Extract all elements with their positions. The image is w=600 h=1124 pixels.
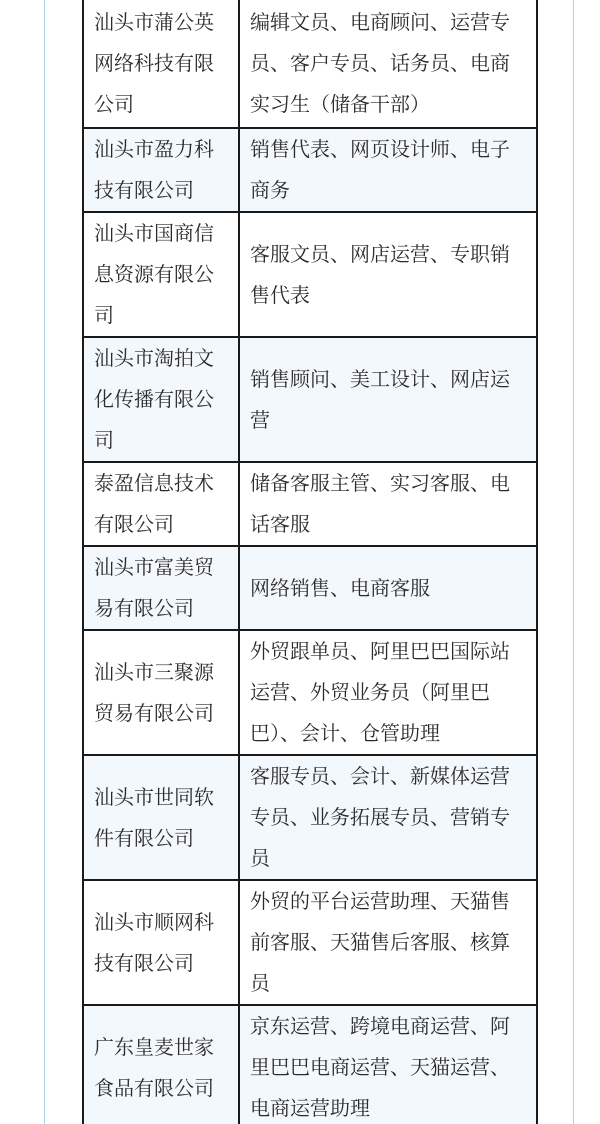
positions-cell: 销售代表、网页设计师、电子商务 [239, 128, 537, 212]
company-cell: 汕头市世同软件有限公司 [83, 755, 239, 880]
positions-cell: 销售顾问、美工设计、网店运营 [239, 337, 537, 462]
jobs-table [82, 0, 538, 1124]
table-row [83, 462, 537, 546]
table-row [83, 546, 537, 630]
company-cell: 广东皇麦世家食品有限公司 [83, 1005, 239, 1124]
positions-cell: 京东运营、跨境电商运营、阿里巴巴电商运营、天猫运营、电商运营助理 [239, 1005, 537, 1124]
positions-cell: 外贸的平台运营助理、天猫售前客服、天猫售后客服、核算员 [239, 880, 537, 1005]
positions-cell: 网络销售、电商客服 [239, 546, 537, 630]
company-cell: 汕头市国商信息资源有限公司 [83, 212, 239, 337]
table-row [83, 755, 537, 880]
table-row [83, 0, 537, 128]
company-cell: 汕头市三聚源贸易有限公司 [83, 630, 239, 755]
table-row [83, 880, 537, 1005]
table-row [83, 1005, 537, 1124]
company-cell: 汕头市富美贸易有限公司 [83, 546, 239, 630]
table-row [83, 630, 537, 755]
positions-cell: 客服专员、会计、新媒体运营专员、业务拓展专员、营销专员 [239, 755, 537, 880]
frame-right-line [573, 0, 574, 1124]
table-row [83, 128, 537, 212]
table-row [83, 212, 537, 337]
company-cell: 汕头市顺网科技有限公司 [83, 880, 239, 1005]
company-cell: 汕头市淘拍文化传播有限公司 [83, 337, 239, 462]
company-cell: 汕头市蒲公英网络科技有限公司 [83, 0, 239, 128]
positions-cell: 编辑文员、电商顾问、运营专员、客户专员、话务员、电商实习生（储备干部） [239, 0, 537, 128]
positions-cell: 储备客服主管、实习客服、电话客服 [239, 462, 537, 546]
positions-cell: 外贸跟单员、阿里巴巴国际站运营、外贸业务员（阿里巴巴）、会计、仓管助理 [239, 630, 537, 755]
company-cell: 泰盈信息技术有限公司 [83, 462, 239, 546]
frame-left-line [44, 0, 45, 1124]
company-cell: 汕头市盈力科技有限公司 [83, 128, 239, 212]
positions-cell: 客服文员、网店运营、专职销售代表 [239, 212, 537, 337]
table-row [83, 337, 537, 462]
